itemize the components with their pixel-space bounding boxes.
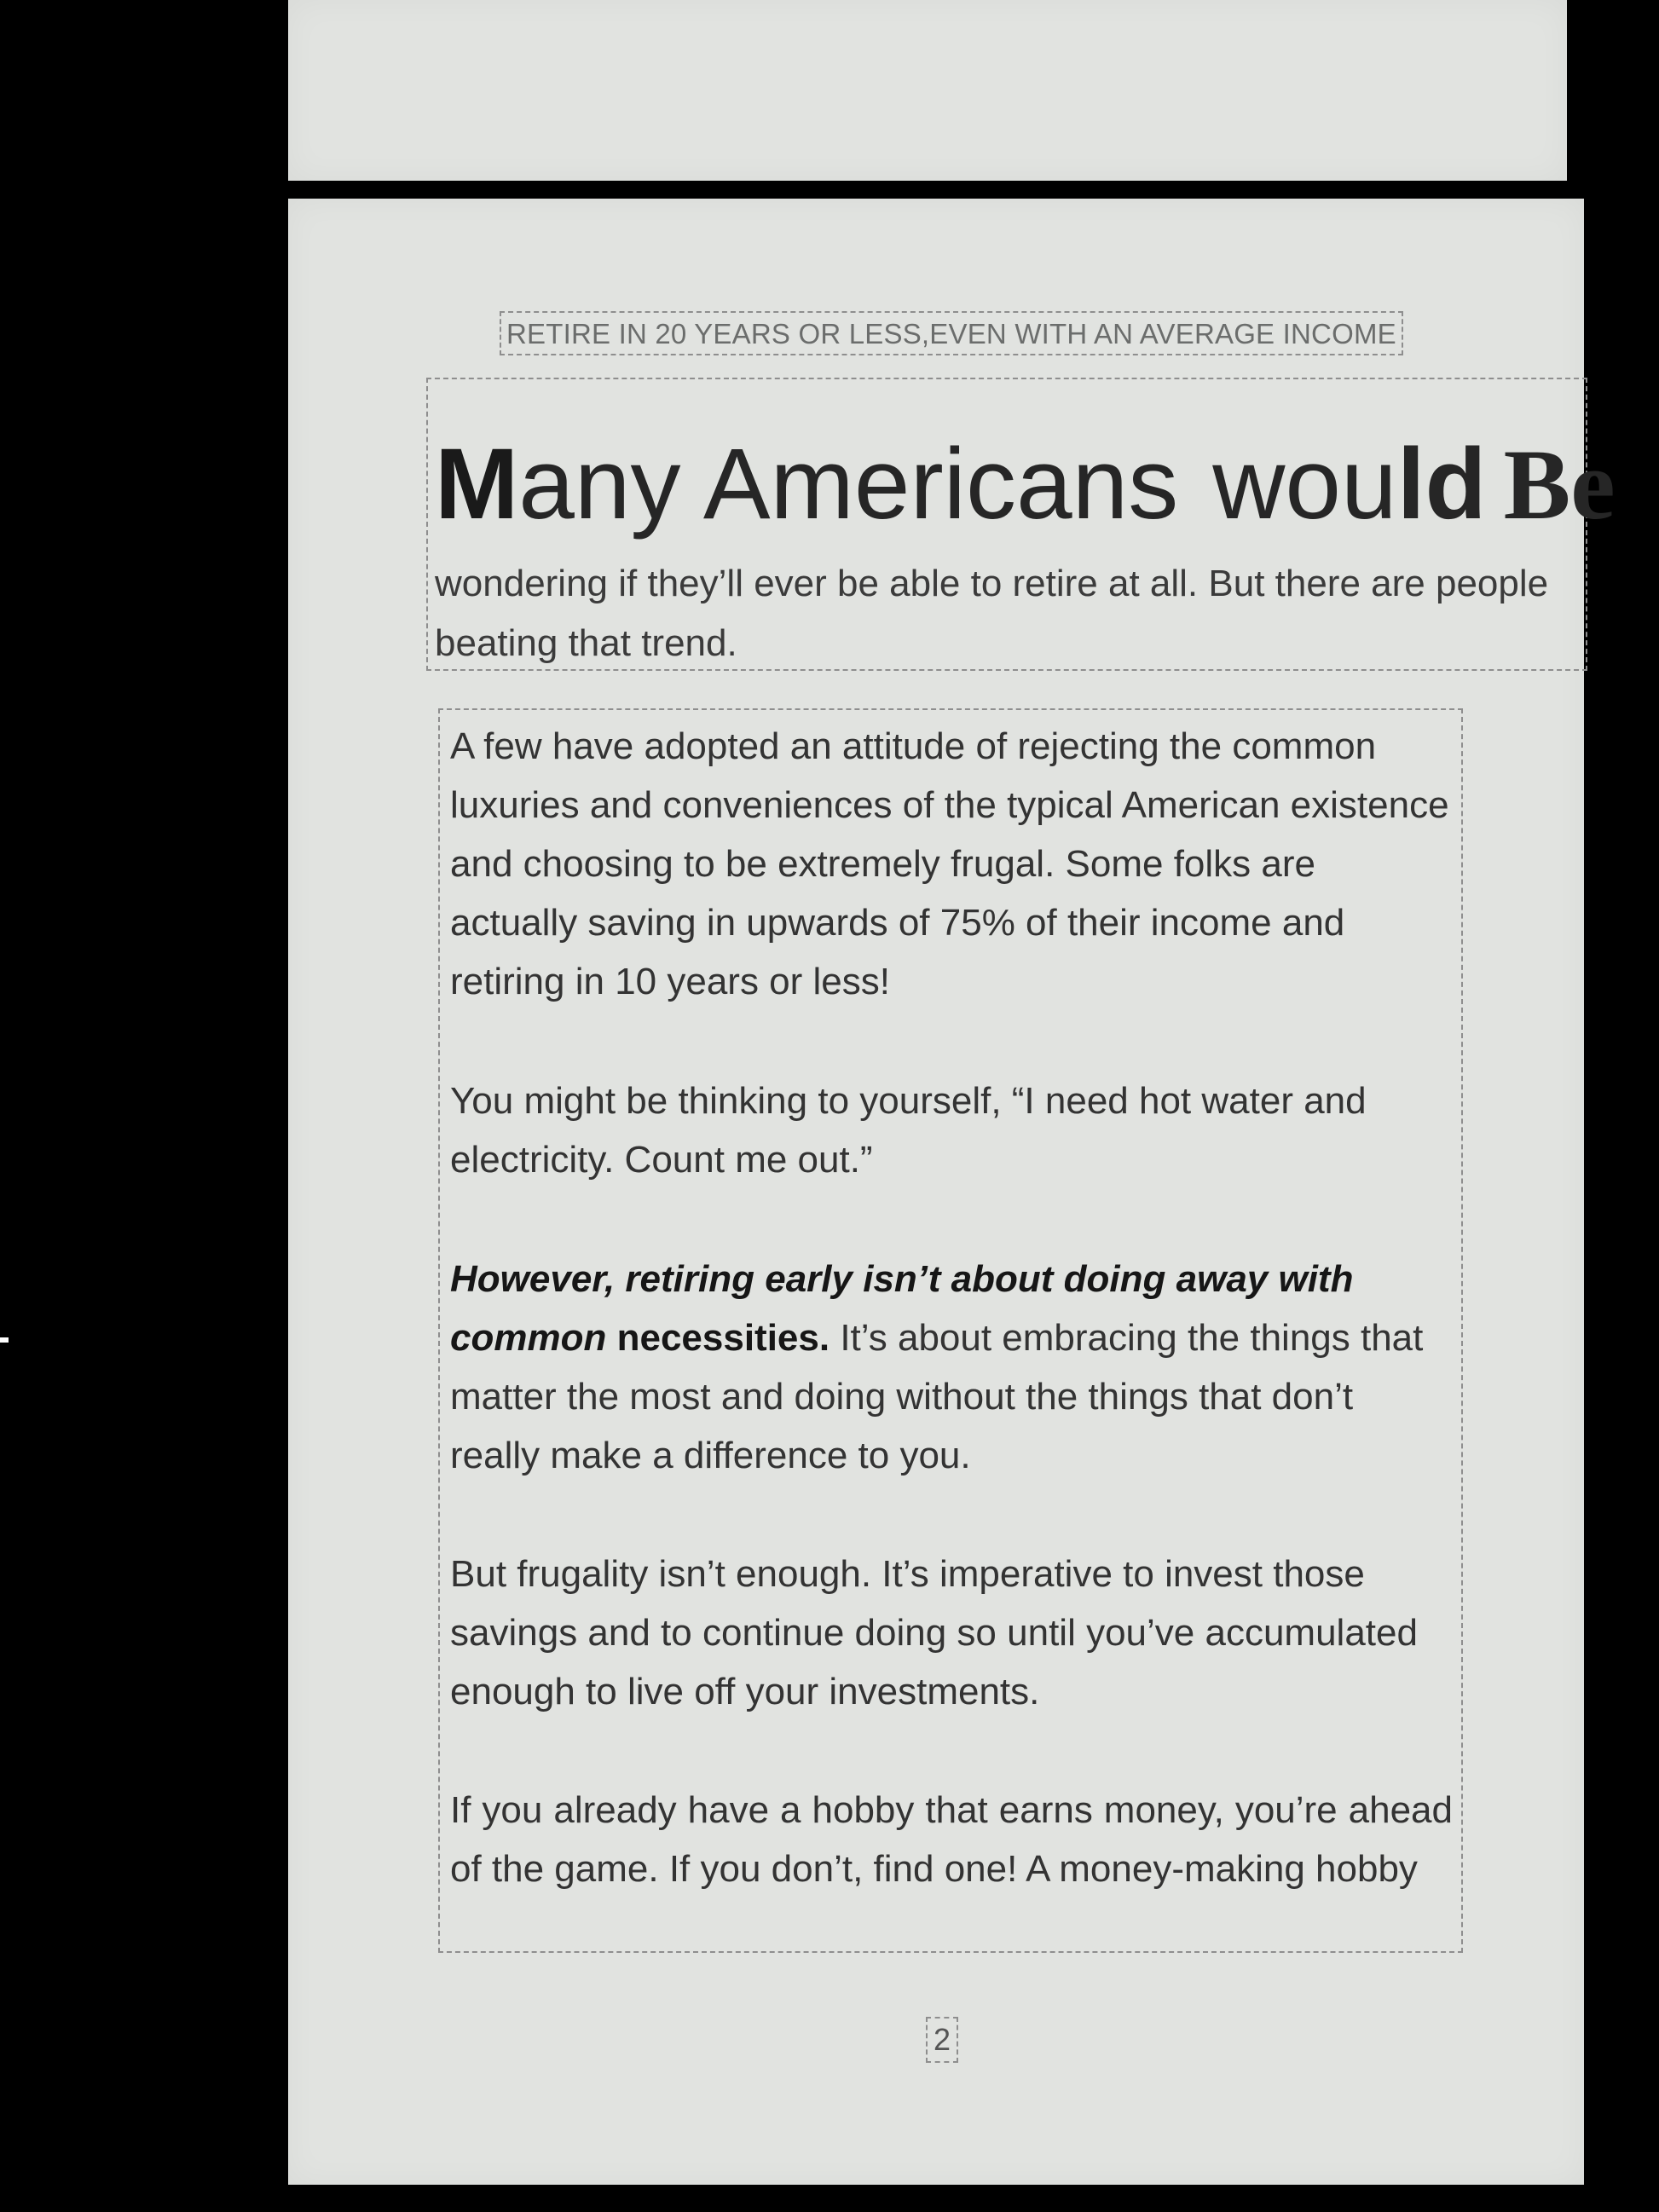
running-header[interactable]: RETIRE IN 20 YEARS OR LESS,EVEN WITH AN AVERAGE INCOME [500, 311, 1403, 355]
body-paragraph: You might be thinking to yourself, “I need hot water and electricity. Count me out.” [450, 1080, 1367, 1181]
title-text-frame[interactable] [426, 378, 1616, 671]
previous-page [288, 0, 1567, 181]
page-number[interactable]: 2 [926, 2017, 958, 2063]
emphasis-bold-text: necessities. [616, 1317, 830, 1359]
headline-word-would-bold: ld [1396, 428, 1487, 540]
cursor-mark [0, 1337, 9, 1343]
intro-paragraph: wondering if they’ll ever be able to retire at all. But there are people beating that trend. [435, 563, 1549, 664]
headline-text: any Americans [518, 428, 1179, 540]
body-paragraph-text: It’s about embracing the things that matter the most and doing without the things that don’t really make a difference to you. [450, 1317, 1424, 1476]
headline-word-be: Be [1503, 429, 1616, 540]
headline-word-would-light: wou [1212, 428, 1397, 540]
body-text-frame[interactable] [438, 708, 1463, 1953]
headline [435, 429, 1616, 540]
body-paragraph: But frugality isn’t enough. It’s imperative to invest those savings and to continue doing so until you’ve accumulated enough to live off your investments. [450, 1553, 1418, 1712]
current-page [288, 199, 1616, 2185]
headline-dropcap: M [435, 428, 519, 540]
emphasis-italic-text: However, retiring early isn’t about doing away with common [450, 1258, 1354, 1359]
body-paragraph: If you already have a hobby that earns money, you’re ahead of the game. If you don’t, find one! A money-making hobby [450, 1789, 1453, 1890]
body-paragraph: A few have adopted an attitude of rejecting the common luxuries and conveniences of the typical American existence and choosing to be extremely frugal. Some folks are actually saving in upwards of 75% of their income and retiring in 10 years or less! [450, 725, 1449, 1002]
body-paragraph-emphasis [450, 1250, 1453, 1485]
